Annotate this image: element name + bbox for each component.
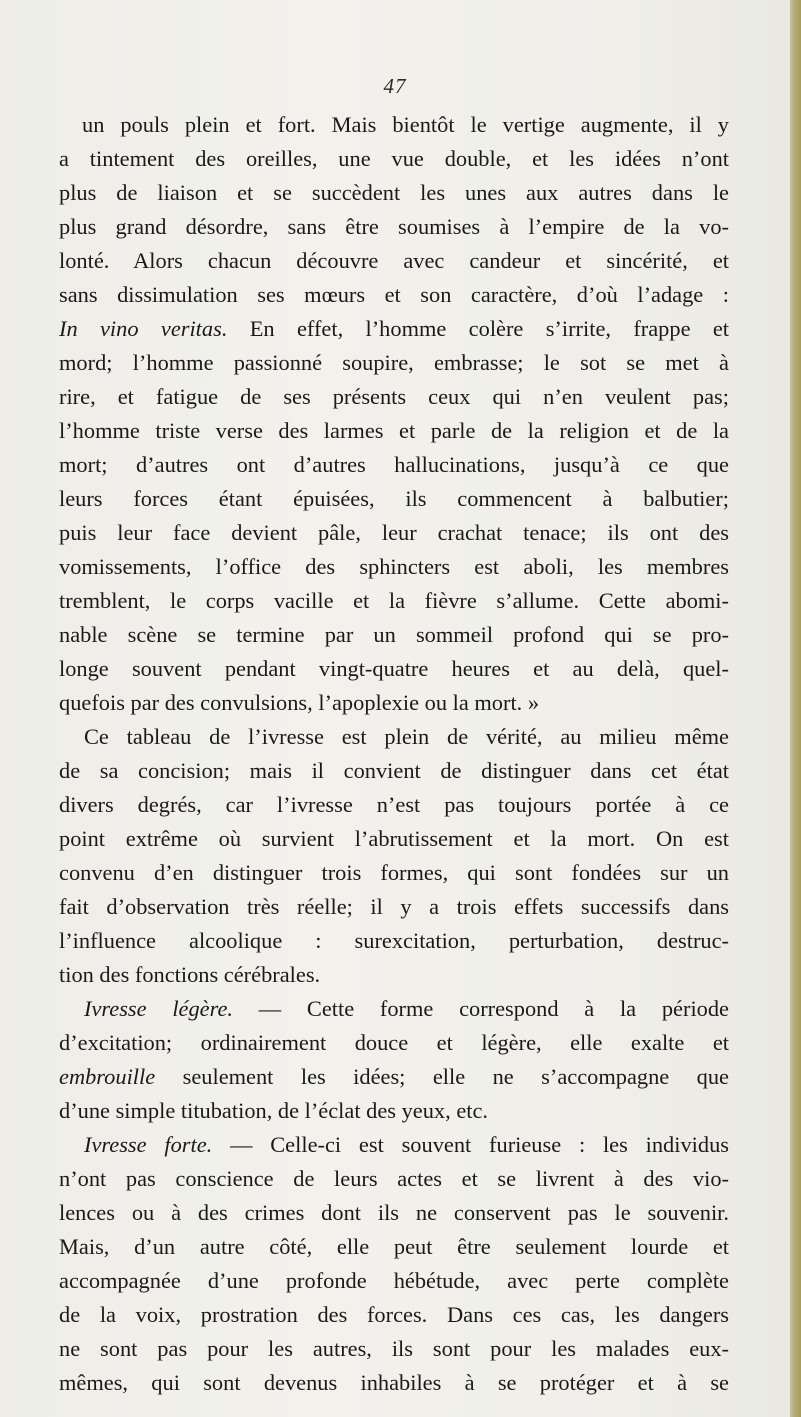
text-line bbox=[59, 992, 729, 1026]
text-line bbox=[59, 1060, 729, 1094]
text-line bbox=[59, 312, 729, 346]
text-line: Mais, d’un autre côté, elle peut être seulement lourde et bbox=[59, 1234, 729, 1259]
page-edge bbox=[790, 0, 801, 1417]
body-text bbox=[59, 108, 729, 1400]
latin-adage: In vino veritas. bbox=[59, 316, 228, 341]
text-line: divers degrés, car l’ivresse n’est pas toujours portée à ce bbox=[59, 792, 729, 817]
text-line: n’ont pas conscience de leurs actes et se livrent à des vio- bbox=[59, 1166, 729, 1191]
section-heading-strong: Ivresse forte. bbox=[84, 1132, 213, 1157]
text-line: mord; l’homme passionné soupire, embrasse; le sot se met à bbox=[59, 350, 729, 375]
text-line: puis leur face devient pâle, leur crachat tenace; ils ont des bbox=[59, 520, 729, 545]
text-line: accompagnée d’une profonde hébétude, avec perte complète bbox=[59, 1268, 729, 1293]
text-line: tremblent, le corps vacille et la fièvre s’allume. Cette abomi- bbox=[59, 588, 729, 613]
text-line: fait d’observation très réelle; il y a trois effets successifs dans bbox=[59, 894, 729, 919]
text-line: rire, et fatigue de ses présents ceux qui n’en veulent pas; bbox=[59, 384, 729, 409]
text-line: nable scène se termine par un sommeil profond qui se pro- bbox=[59, 622, 729, 647]
text-line: point extrême où survient l’abrutissement et la mort. On est bbox=[59, 826, 729, 851]
text-line: convenu d’en distinguer trois formes, qui sont fondées sur un bbox=[59, 860, 729, 885]
section-heading-light: Ivresse légère. bbox=[84, 996, 234, 1021]
text-line: ne sont pas pour les autres, ils sont pour les malades eux- bbox=[59, 1336, 729, 1361]
text-line: mort; d’autres ont d’autres hallucinations, jusqu’à ce que bbox=[59, 452, 729, 477]
text-line: leurs forces étant épuisées, ils commencent à balbutier; bbox=[59, 486, 729, 511]
text-line: lonté. Alors chacun découvre avec candeur et sincérité, et bbox=[59, 248, 729, 273]
text-line: longe souvent pendant vingt-quatre heures et au delà, quel- bbox=[59, 656, 729, 681]
text-line: sans dissimulation ses mœurs et son caractère, d’où l’adage : bbox=[59, 282, 729, 307]
text-line: plus grand désordre, sans être soumises à l’empire de la vo- bbox=[59, 214, 729, 239]
text-fragment: — Cette forme correspond à la période bbox=[233, 996, 729, 1021]
emphasis-word: embrouille bbox=[59, 1064, 156, 1089]
text-line: l’homme triste verse des larmes et parle de la religion et de la bbox=[59, 418, 729, 443]
text-line: d’excitation; ordinairement douce et légère, elle exalte et bbox=[59, 1030, 729, 1055]
text-fragment: — Celle-ci est souvent furieuse : les individus bbox=[212, 1132, 729, 1157]
text-line bbox=[59, 1128, 729, 1162]
text-line: de la voix, prostration des forces. Dans ces cas, les dangers bbox=[59, 1302, 729, 1327]
text-fragment: seulement les idées; elle ne s’accompagne que bbox=[155, 1064, 729, 1089]
text-line: d’une simple titubation, de l’éclat des yeux, etc. bbox=[59, 1098, 489, 1123]
text-line: l’influence alcoolique : surexcitation, perturbation, destruc- bbox=[59, 928, 729, 953]
text-line: a tintement des oreilles, une vue double, et les idées n’ont bbox=[59, 146, 729, 171]
text-line: vomissements, l’office des sphincters est aboli, les membres bbox=[59, 554, 729, 579]
text-line: de sa concision; mais il convient de distinguer dans cet état bbox=[59, 758, 729, 783]
page-number: 47 bbox=[383, 74, 407, 98]
text-fragment: En effet, l’homme colère s’irrite, frappe et bbox=[227, 316, 730, 341]
text-line: tion des fonctions cérébrales. bbox=[59, 962, 321, 987]
text-line: plus de liaison et se succèdent les unes aux autres dans le bbox=[59, 180, 729, 205]
text-line: quefois par des convulsions, l’apoplexie ou la mort. » bbox=[59, 690, 540, 715]
text-line: un pouls plein et fort. Mais bientôt le vertige augmente, il y bbox=[82, 112, 729, 137]
text-line: mêmes, qui sont devenus inhabiles à se protéger et à se bbox=[59, 1370, 729, 1395]
text-line: Ce tableau de l’ivresse est plein de vérité, au milieu même bbox=[84, 724, 729, 749]
text-line: lences ou à des crimes dont ils ne conservent pas le souvenir. bbox=[59, 1200, 729, 1225]
